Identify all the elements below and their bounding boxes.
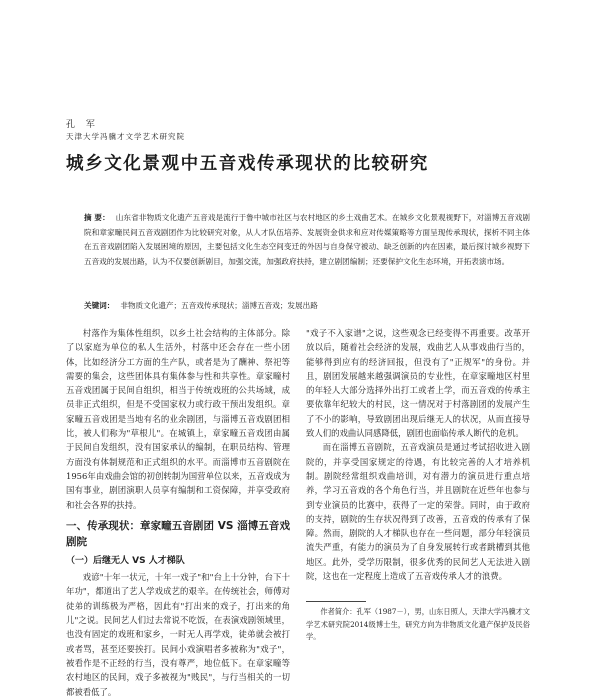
body-column-right [306, 326, 530, 583]
paragraph-talent: 戏谚"十年一状元，十年一戏子"和"台上十分钟，台下十年功"，都道出了艺人学戏成艺的艰辛。在传统社会，师傅对徒弟的训练极为严格，因此有"打出来的戏子，打出来的角儿"之说。民间艺人们过去常说不吃饭，在表演戏剧领域里，也没有固定的戏班和家乡，一时无人再学戏，徒弟就会被打或者骂，甚至还要挨打。民间小戏演唱者多被称为"戏子"，被看作是不正经的行当，没有尊严，地位低下。在章家疃等农村地区的民间，戏子多被视为"贱民"，与行当相关的一切都被看低了。 [66, 572, 290, 697]
section-heading-1: 一、传承现状：章家疃五音剧团 VS 淄博五音戏剧院 [66, 519, 290, 548]
paragraph-continued: "戏子不入家谱"之说，这些观念已经变得不再重要。改革开放以后，随着社会经济的发展，戏曲艺人从事戏曲行当的，能够得到应有的经济回报，但没有了"正规军"的身份。并且，剧团发展越来越强调演员的专业性，在章家疃地区村里的年轻人大部分选择外出打工或者上学，而五音戏的传承主要依靠年纪较大的村民，这一情况对于村落剧团的发展产生了不小的影响，导致剧团出现后继无人的状况，从而直接导致人们的戏曲认同感降低，剧团也面临传承人断代的危机。 [306, 328, 530, 439]
abstract-text: 山东省非物质文化遗产五音戏是流行于鲁中城市社区与农村地区的乡土戏曲艺术。在城乡文化景观视野下，对淄博五音戏剧院和章家疃民间五音戏剧团作为比较研究对象，从人才队伍培养、发展资金供求和应对传媒策略等方面呈现传承现状，探析不同主体在五音戏剧团陷入发展困境的原因，主要包括文化生态空间变迁的外因与自身保守被动、缺乏创新的内在因素，最后探讨城乡视野下五音戏的发展出路，认为不仅要创新剧目，加强交流，加强政府扶持，建立剧团编制；还要保护文化生态环境，开拓表演市场。 [84, 213, 530, 266]
author-affiliation: 天津大学冯骥才文学艺术研究院 [66, 132, 185, 141]
author-footnote: 作者简介：孔军（1987－），男，山东日照人，天津大学冯骥才文学艺术研究院2014级博士生，研究方向为非物质文化遗产保护及民俗学。 [306, 607, 530, 641]
footnote-divider [306, 601, 366, 602]
abstract [84, 211, 530, 269]
paragraph-intro: 村落作为集体性组织，以乡土社会结构的主体部分。除了以家庭为单位的私人生活外，村落中还会存在一些小团体，比如经济分工方面的生产队，或者是为了酬神、祭祀等需要的集会，这些团体具有集体参与性和共享性。章家疃村五音戏团属于民间自组织，相当于传统戏班的公共场域，成员非正式组织，但是不受国家权力或行政干预出发组织。章家疃五音戏团是当地有名的业余剧团，与淄博五音戏剧团相比，被人们称为"草根儿"。在城镇上，章家疃五音戏团由属于民间自发组织，没有国家承认的编制，在职员结构、管理方面没有体制规范和正式组织的水平。而淄博市五音剧院在1956年由戏曲会馆的初创转制为国营单位以来，五音戏成为国有事业，剧团演职人员享有编制和工资保障，并享受政府和社会各界的扶持。 [66, 328, 290, 510]
keywords [84, 299, 530, 312]
author-name: 孔 军 [66, 120, 99, 130]
body-column-left [66, 326, 290, 699]
keywords-label: 关键词： [84, 301, 115, 310]
paragraph-troupe: 而在淄博五音剧院，五音戏演员是通过考试招收进入剧院的，并享受国家规定的待遇，有比较完善的人才培养机制。剧院经常组织戏曲培训，对有潜力的演员进行重点培养，学习五音戏的各个角色行当，并且剧院在近些年也参与到专业演员的比赛中，获得了一定的荣誉。同时，由于政府的支持，剧院的生存状况得到了改善，五音戏的传承有了保障。然而，剧院的人才梯队也存在一些问题，部分年轻演员流失严重，有能力的演员为了自身发展转行或者跳槽到其他地区。此外，受学历限制，很多优秀的民间艺人无法进入剧院，这也在一定程度上造成了五音戏传承人才的浪费。 [306, 442, 530, 582]
paper-title: 城乡文化景观中五音戏传承现状的比较研究 [66, 154, 429, 174]
abstract-label: 摘 要： [84, 213, 110, 222]
keywords-text: 非物质文化遗产；五音戏传承现状；淄博五音戏；发展出路 [120, 301, 318, 310]
subsection-heading-1: （一）后继无人 VS 人才梯队 [66, 555, 185, 566]
